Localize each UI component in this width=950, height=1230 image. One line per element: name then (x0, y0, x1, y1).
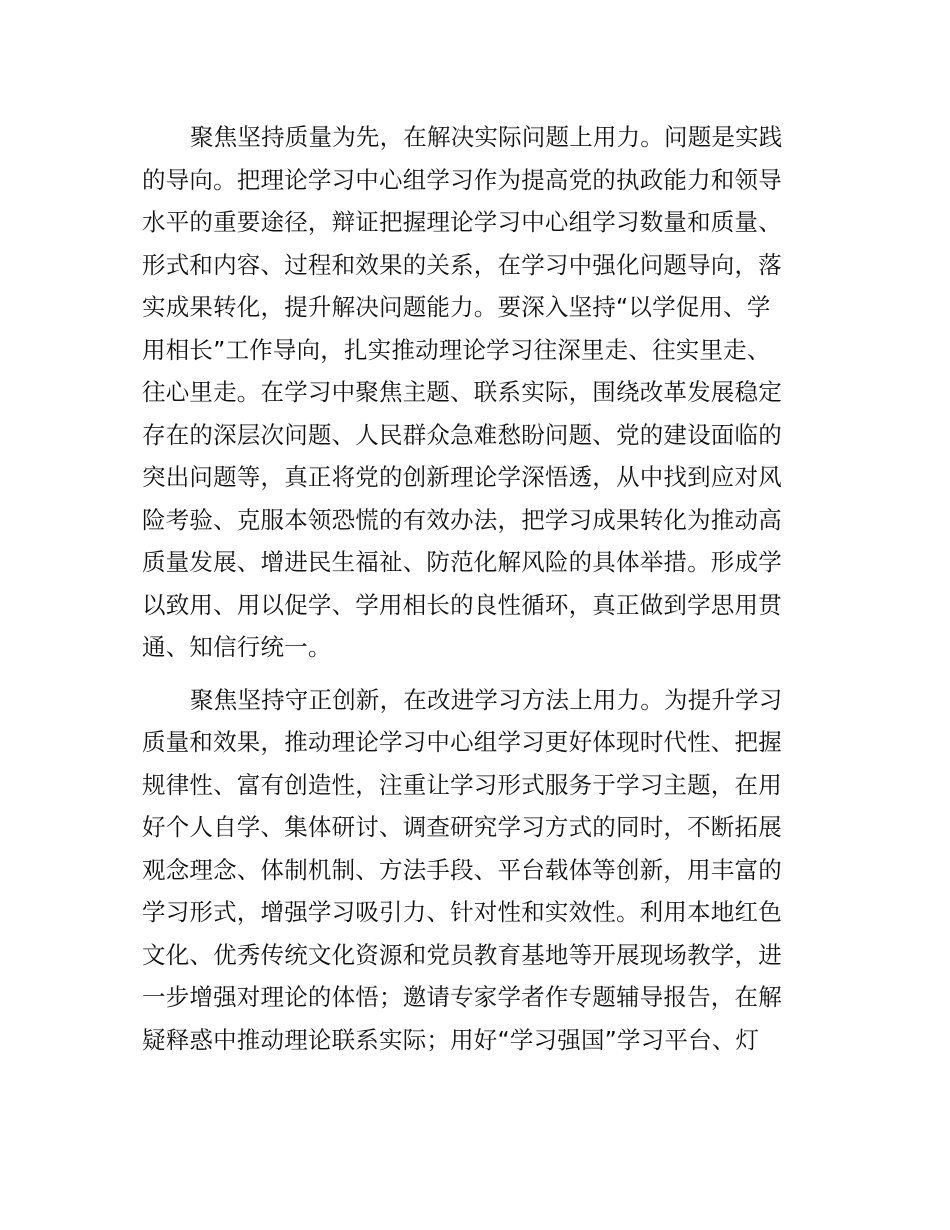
text-line: 聚焦坚持质量为先，在解决实际问题上用力。问题是实践 (190, 123, 783, 151)
text-line: 观念理念、体制机制、方法手段、平台载体等创新，用丰富的 (142, 855, 782, 884)
text-line: 一步增强对理论的体悟；邀请专家学者作专题辅导报告，在解 (142, 983, 782, 1011)
text-line: 质量发展、增进民生福祉、防范化解风险的具体举措。形成学 (142, 548, 782, 576)
text-line: 水平的重要途径，辩证把握理论学习中心组学习数量和质量、 (142, 208, 782, 236)
paragraph-quality-first (142, 116, 814, 669)
text-line: 实成果转化，提升解决问题能力。要深入坚持“以学促用、学 (142, 293, 771, 321)
document-body (142, 116, 814, 1071)
text-line: 学习形式，增强学习吸引力、针对性和实效性。利用本地红色 (142, 898, 782, 926)
text-line: 往心里走。在学习中聚焦主题、联系实际，围绕改革发展稳定 (142, 378, 782, 406)
text-line: 疑释惑中推动理论联系实际；用好“学习强国”学习平台、灯 (142, 1025, 760, 1054)
text-line: 质量和效果，推动理论学习中心组学习更好体现时代性、把握 (142, 728, 782, 756)
text-line: 突出问题等，真正将党的创新理论学深悟透，从中找到应对风 (142, 463, 782, 491)
text-line: 险考验、克服本领恐慌的有效办法，把学习成果转化为推动高 (142, 505, 782, 534)
text-line: 以致用、用以促学、学用相长的良性循环，真正做到学思用贯 (142, 590, 782, 619)
text-line: 的导向。把理论学习中心组学习作为提高党的执政能力和领导 (142, 165, 782, 194)
text-line: 用相长”工作导向，扎实推动理论学习往深里走、往实里走、 (142, 335, 771, 364)
text-line: 形式和内容、过程和效果的关系，在学习中强化问题导向，落 (142, 250, 782, 279)
text-line: 存在的深层次问题、人民群众急难愁盼问题、党的建设面临的 (142, 420, 782, 449)
text-line: 规律性、富有创造性，注重让学习形式服务于学习主题，在用 (142, 770, 782, 799)
text-line: 好个人自学、集体研讨、调查研究学习方式的同时，不断拓展 (142, 813, 782, 841)
text-line: 文化、优秀传统文化资源和党员教育基地等开展现场教学，进 (142, 940, 782, 969)
text-line: 聚焦坚持守正创新，在改进学习方法上用力。为提升学习 (190, 685, 783, 714)
paragraph-innovation (142, 679, 814, 1062)
text-line: 通、知信行统一。 (142, 633, 332, 661)
